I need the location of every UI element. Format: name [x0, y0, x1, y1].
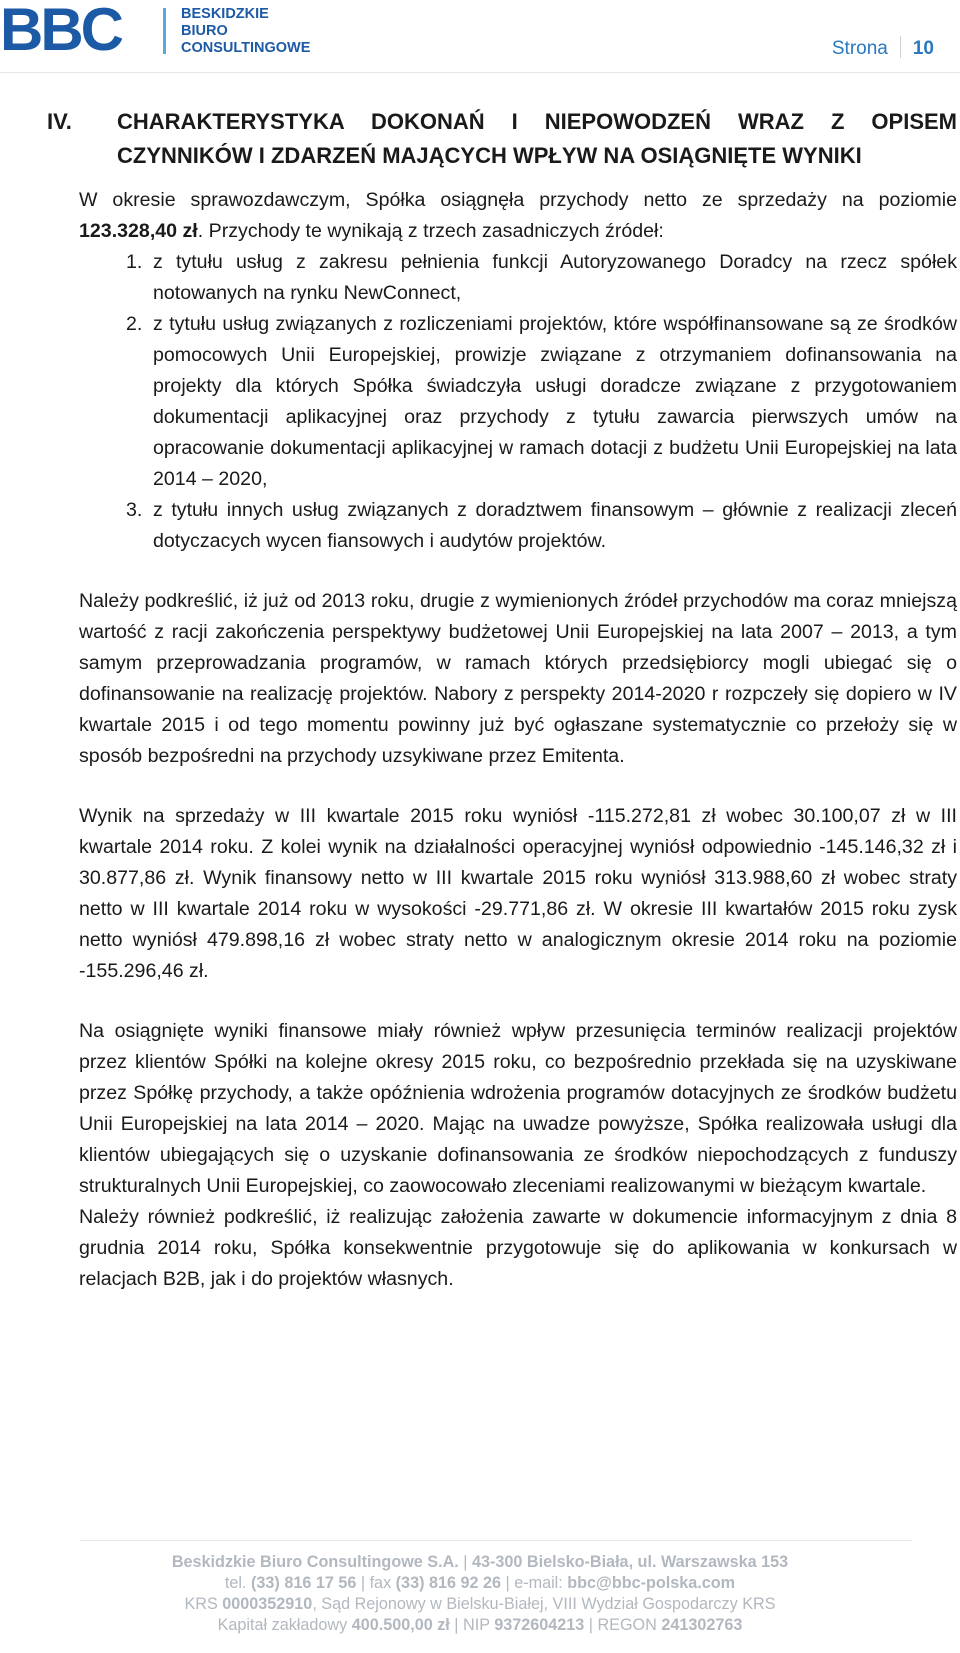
logo-line-1: BESKIDZKIE	[181, 6, 269, 22]
footer-krs: 0000352910	[222, 1595, 313, 1613]
intro-text-after: . Przychody te wynikają z trzech zasadniczych źródeł:	[197, 220, 664, 242]
footer-line-4	[0, 1615, 960, 1636]
list-item-text: z tytułu usług z zakresu pełnienia funkcji Autoryzowanego Doradcy na rzecz spółek notowanych na rynku NewConnect,	[153, 251, 957, 304]
paragraph-strategy: Należy również podkreślić, iż realizując założenia zawarte w dokumencie informacyjnym z dnia 8 grudnia 2014 roku, Spółka konsekwentnie przygotowuje się do aplikowania w konkursach w relacjach B2B, jak i do projektów własnych.	[79, 1206, 957, 1290]
paragraph-financial-results: Wynik na sprzedaży w III kwartale 2015 roku wyniósł -115.272,81 zł wobec 30.100,07 zł w III kwartale 2014 roku. Z kolei wynik na działalności operacyjnej wyniósł odpowiednio -145.146,32 zł i 30.877,86 zł. Wynik finansowy netto w III kwartale 2015 roku wyniósł 313.988,60 zł wobec straty netto w III kwartale 2014 roku w wysokości -29.771,86 zł. W okresie III kwartałów 2015 roku zysk netto wyniósł 479.898,16 zł wobec straty netto w analogicznym okresie 2014 roku na poziomie -155.296,46 zł.	[79, 805, 957, 982]
paragraph-delays: Na osiągnięte wyniki finansowe miały również wpływ przesunięcia terminów realizacji projektów przez klientów Spółki na kolejne okresy 2015 roku, co bezpośrednio przekłada się na uzyskiwane przez Spółkę przychody, a także opóźnienia wdrożenia programów dotacyjnych ze środków budżetu Unii Europejskiej na lata 2014 – 2020. Mając na uwadze powyższe, Spółka realizowała usługi dla klientów ubiegających się o uzyskanie dofinansowania ze środków niepochodzących z funduszy strukturalnych Unii Europejskiej, co zaowocowało zleceniami realizowanymi w bieżącym kwartale.	[79, 1020, 957, 1197]
page-footer	[0, 1552, 960, 1636]
footer-regon-label: REGON	[597, 1616, 657, 1634]
section-title: CHARAKTERYSTYKA DOKONAŃ I NIEPOWODZEŃ WRAZ Z OPISEM CZYNNIKÓW I ZDARZEŃ MAJĄCYCH WPŁYW NA OSIĄGNIĘTE WYNIKI	[117, 109, 957, 168]
revenue-sources-list	[79, 247, 957, 557]
logo-divider	[163, 8, 166, 54]
list-item	[79, 247, 957, 309]
page-separator	[900, 36, 901, 58]
footer-krs-label: KRS	[184, 1595, 218, 1613]
list-item	[79, 309, 957, 495]
logo-mark: BBC	[0, 0, 121, 62]
footer-nip: 9372604213	[494, 1616, 585, 1634]
section-heading	[47, 105, 957, 172]
footer-email[interactable]: bbc@bbc-polska.com	[567, 1574, 736, 1592]
footer-sep: |	[588, 1616, 593, 1634]
logo-line-2: BIURO	[181, 23, 228, 39]
footer-line-1	[0, 1552, 960, 1573]
paragraph-perspective: Należy podkreślić, iż już od 2013 roku, drugie z wymienionych źródeł przychodów ma coraz mniejszą wartość z racji zakończenia perspektywy budżetowej Unii Europejskiej na lata 2007 – 2013, a tym samym przeprowadzania programów, w ramach których przedsiębiorcy mogli ubiegać się o dofinansowanie na realizację projektów. Nabory z perspekty 2014-2020 r rozpczeły się dopiero w IV kwartale 2015 i od tego momentu powinny już być ogłaszane systematycznie co przełoży się w sposób bezpośredni na przychody uzsykiwane przez Emitenta.	[79, 590, 957, 767]
footer-court: , Sąd Rejonowy w Bielsku-Białej, VIII Wydział Gospodarczy KRS	[312, 1595, 776, 1613]
list-item-number: 2.	[126, 313, 143, 335]
intro-amount: 123.328,40 zł	[79, 220, 198, 242]
footer-tel: (33) 816 17 56	[251, 1574, 357, 1592]
footer-company: Beskidzkie Biuro Consultingowe S.A.	[171, 1553, 459, 1571]
list-item-text: z tytułu innych usług związanych z doradztwem finansowym – głównie z realizacji zleceń dotyczacych wycen fiansowych i audytów projektów.	[153, 499, 957, 552]
logo-line-3: CONSULTINGOWE	[181, 40, 311, 56]
footer-line-3	[0, 1594, 960, 1615]
company-logo	[0, 0, 330, 62]
footer-capital: 400.500,00 zł	[351, 1616, 450, 1634]
list-item-number: 1.	[126, 251, 143, 273]
footer-sep: |	[463, 1553, 468, 1571]
page-indicator	[832, 36, 934, 60]
page-header	[0, 0, 960, 72]
footer-fax: (33) 816 92 26	[395, 1574, 501, 1592]
footer-sep: |	[454, 1616, 459, 1634]
footer-address: 43-300 Bielsko-Biała, ul. Warszawska 153	[472, 1553, 789, 1571]
list-item-text: z tytułu usług związanych z rozliczeniami projektów, które współfinansowane są ze środków pomocowych Unii Europejskiej, prowizje związane z otrzymaniem dofinansowania na projekty dla których Spółka świadczyła usługi doradcze związane z przygotowaniem dokumentacji aplikacyjnej oraz przychody z tytułu zawarcia pierwszych umów na opracowanie dokumentacji aplikacyjnej w ramach dotacji z budżetu Unii Europejskiej na lata 2014 – 2020,	[153, 313, 957, 490]
list-item	[79, 495, 957, 557]
footer-divider	[80, 1540, 912, 1541]
page-number: 10	[912, 38, 934, 59]
header-divider	[0, 72, 960, 73]
document-body	[47, 105, 957, 1295]
footer-sep: |	[505, 1574, 510, 1592]
section-number: IV.	[47, 109, 72, 134]
list-item-number: 3.	[126, 499, 143, 521]
footer-nip-label: NIP	[463, 1616, 490, 1634]
footer-capital-label: Kapitał zakładowy	[217, 1616, 348, 1634]
page-label: Strona	[831, 38, 888, 59]
footer-tel-label: tel.	[224, 1574, 247, 1592]
footer-email-label: e-mail:	[514, 1574, 563, 1592]
footer-line-2	[0, 1573, 960, 1594]
footer-regon: 241302763	[661, 1616, 743, 1634]
footer-sep: |	[360, 1574, 366, 1592]
intro-text-before: W okresie sprawozdawczym, Spółka osiągnęła przychody netto ze sprzedaży na poziomie	[79, 189, 957, 211]
logo-graphic	[0, 0, 330, 62]
footer-fax-label: fax	[369, 1574, 392, 1592]
intro-paragraph	[79, 185, 957, 247]
